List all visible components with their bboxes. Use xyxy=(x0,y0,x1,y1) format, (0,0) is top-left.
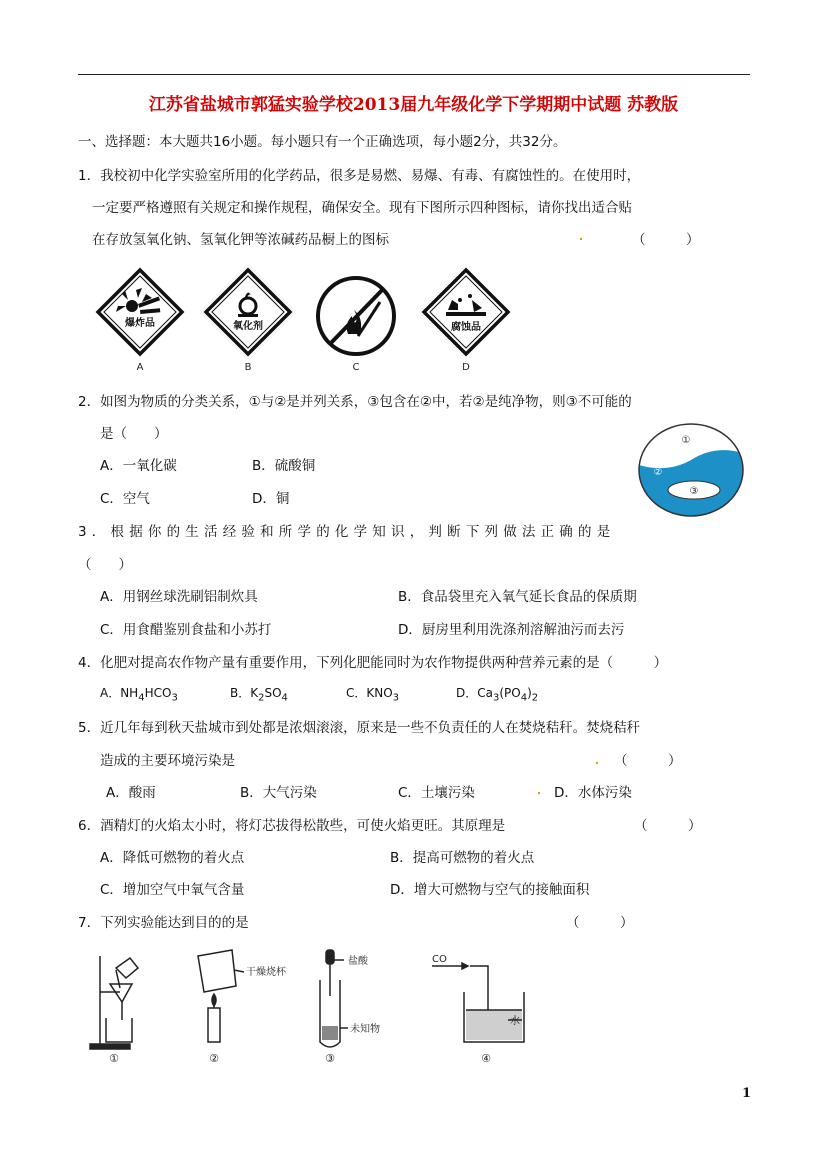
corrosive-sign-icon xyxy=(424,270,508,373)
q1-answer-paren: （ ） xyxy=(632,232,700,248)
q6-option-d: D．增大可燃物与空气的接触面积 xyxy=(390,882,590,898)
q1-line1: 1．我校初中化学实验室所用的化学药品，很多是易燃、易爆、有毒、有腐蚀性的。在使用时， xyxy=(78,168,641,184)
q4-option-b: B．$K_2SO_4$ xyxy=(230,686,288,704)
sign-d-letter: D xyxy=(462,362,470,373)
label-water: 水 xyxy=(510,1016,520,1027)
q2-line2: 是（ ） xyxy=(100,426,168,442)
label-unknown: 未知物 xyxy=(350,1024,380,1035)
q6-option-c: C．增加空气中氧气含量 xyxy=(100,882,245,898)
q3-option-d: D．厨房里利用洗涤剂溶解油污而去污 xyxy=(398,622,625,638)
sign-c-letter: C xyxy=(352,362,360,373)
q5-option-d: D．水体污染 xyxy=(554,785,632,801)
speck xyxy=(596,762,598,764)
page-title: 江苏省盐城市郭猛实验学校2013届九年级化学下学期期中试题 苏教版 xyxy=(148,95,679,115)
fig-label-3: ③ xyxy=(689,486,699,497)
sign-b-text: 氧化剂 xyxy=(233,321,263,332)
q6-option-b: B．提高可燃物的着火点 xyxy=(390,850,535,866)
label-co: CO xyxy=(432,954,447,965)
q7-answer-paren: （ ） xyxy=(566,915,634,931)
experiment-apparatus-figure xyxy=(86,946,546,1076)
dropper-testtube-icon xyxy=(320,950,348,1047)
q5-option-b: B．大气污染 xyxy=(240,785,317,801)
q5-option-c: C．土壤污染 xyxy=(398,785,475,801)
hazard-signs-figure xyxy=(92,264,512,376)
apparatus-num-3: ③ xyxy=(325,1052,335,1065)
q1-line2: 一定要严格遵照有关规定和操作规程，确保安全。现有下图所示四种图标，请你找出适合贴 xyxy=(92,200,632,216)
q3-option-a: A．用钢丝球洗刷铝制炊具 xyxy=(100,589,258,605)
q4-option-a: A．$NH_4HCO_3$ xyxy=(100,686,178,704)
no-fire-sign-icon xyxy=(318,278,394,373)
q3-line2: （ ） xyxy=(78,557,132,573)
fig-label-2: ② xyxy=(653,467,663,478)
q2-option-d: D．铜 xyxy=(252,491,290,507)
sign-d-text: 腐蚀品 xyxy=(451,322,481,333)
section-heading: 一、选择题：本大题共16小题。每小题只有一个正确选项，每小题2分，共32分。 xyxy=(78,134,567,150)
q2-option-c: C．空气 xyxy=(100,491,150,507)
q2-line1: 2．如图为物质的分类关系，①与②是并列关系，③包含在②中，若②是纯净物，则③不可能的 xyxy=(78,394,632,410)
q3-line1: 3．根据你的生活经验和所学的化学知识，判断下列做法正确的是 xyxy=(78,524,616,540)
explosive-sign-icon xyxy=(98,270,182,373)
sign-b-letter: B xyxy=(244,362,252,373)
label-dry-beaker: 干燥烧杯 xyxy=(246,967,286,978)
q5-answer-paren: （ ） xyxy=(614,753,682,769)
classification-figure xyxy=(636,420,746,520)
q3-option-c: C．用食醋鉴别食盐和小苏打 xyxy=(100,622,272,638)
apparatus-num-4: ④ xyxy=(481,1052,491,1065)
q7-line1: 7．下列实验能达到目的的是 xyxy=(78,915,249,931)
q6-answer-paren: （ ） xyxy=(634,818,702,834)
q4-option-c: C．$KNO_3$ xyxy=(346,686,400,704)
page-number: 1 xyxy=(742,1086,752,1101)
sign-a-text: 爆炸品 xyxy=(125,318,155,329)
beaker-candle-icon xyxy=(198,950,244,1042)
apparatus-num-2: ② xyxy=(209,1052,219,1065)
speck xyxy=(580,238,582,240)
q2-option-b: B．硫酸铜 xyxy=(252,458,316,474)
speck xyxy=(538,792,540,794)
q6-line1: 6．酒精灯的火焰太小时，将灯芯拔得松散些，可使火焰更旺。其原理是 xyxy=(78,818,506,834)
q4-line1: 4．化肥对提高农作物产量有重要作用，下列化肥能同时为农作物提供两种营养元素的是（ ） xyxy=(78,655,668,671)
sign-a-letter: A xyxy=(136,362,144,373)
filtration-apparatus-icon xyxy=(90,956,138,1049)
apparatus-num-1: ① xyxy=(109,1052,119,1065)
q5-line1: 5．近几年每到秋天盐城市到处都是浓烟滚滚，原来是一些不负责任的人在焚烧秸秆。焚烧秸秆 xyxy=(78,720,641,736)
oxidizer-sign-icon xyxy=(206,270,290,373)
q2-option-a: A．一氧化碳 xyxy=(100,458,177,474)
fig-label-1: ① xyxy=(681,435,691,446)
label-acid: 盐酸 xyxy=(348,956,368,967)
q5-option-a: A．酸雨 xyxy=(106,785,156,801)
q4-option-d: D．$Ca_3(PO_4)_2$ xyxy=(456,686,539,704)
q5-line2: 造成的主要环境污染是 xyxy=(100,753,235,769)
co-water-icon xyxy=(432,963,524,1042)
q6-option-a: A．降低可燃物的着火点 xyxy=(100,850,245,866)
q1-line3: 在存放氢氧化钠、氢氧化钾等浓碱药品橱上的图标 xyxy=(92,232,389,248)
q3-option-b: B．食品袋里充入氧气延长食品的保质期 xyxy=(398,589,637,605)
header-rule xyxy=(78,74,750,75)
